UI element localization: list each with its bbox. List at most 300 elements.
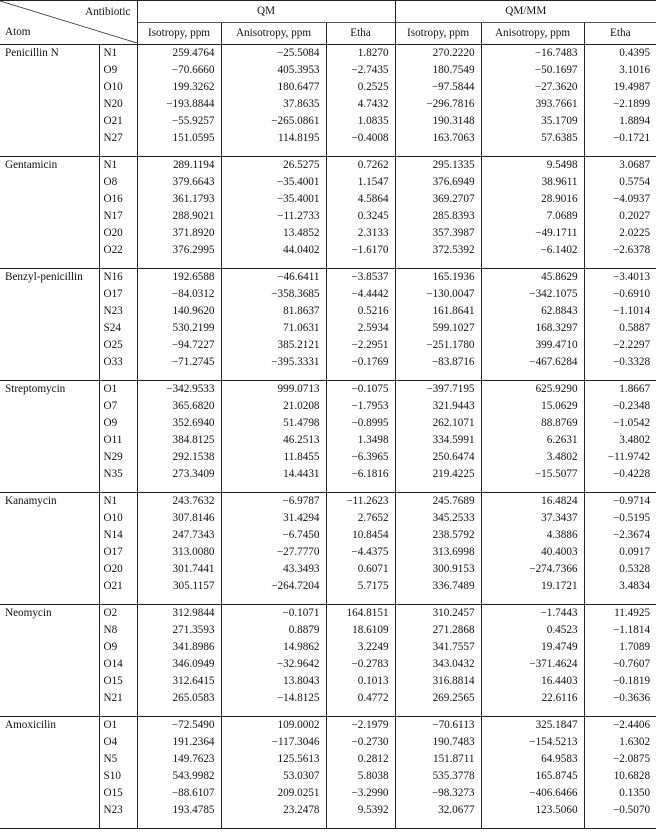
qmmm-etha-cell: −0.7607 bbox=[584, 656, 656, 673]
table-row bbox=[0, 174, 656, 191]
qm-isotropy-cell: −88.6107 bbox=[137, 785, 221, 802]
qmmm-isotropy-cell: 238.5792 bbox=[395, 527, 481, 544]
qm-etha-cell: 0.2812 bbox=[326, 751, 395, 768]
spacer-cell bbox=[99, 595, 137, 605]
qmmm-anisotropy-cell: 22.6116 bbox=[481, 690, 584, 707]
spacer-cell bbox=[584, 595, 656, 605]
qmmm-isotropy-cell: 190.7483 bbox=[395, 734, 481, 751]
qmmm-etha-cell: 19.4987 bbox=[584, 79, 656, 96]
table-row bbox=[0, 320, 656, 337]
qmmm-header: QM/MM bbox=[395, 1, 656, 23]
qm-anisotropy-cell: −6.9787 bbox=[221, 493, 326, 511]
qmmm-etha-cell: −0.5195 bbox=[584, 510, 656, 527]
spacer-cell bbox=[395, 259, 481, 269]
qmmm-anisotropy-cell: 0.4523 bbox=[481, 622, 584, 639]
table-row bbox=[0, 466, 656, 483]
qmmm-isotropy-cell: 269.2565 bbox=[395, 690, 481, 707]
table-row bbox=[0, 432, 656, 449]
qmmm-anisotropy-cell: −467.6284 bbox=[481, 354, 584, 371]
qm-anisotropy-cell: 114.8195 bbox=[221, 130, 326, 147]
atom-cell: O17 bbox=[99, 286, 137, 303]
qm-etha-cell: 4.7432 bbox=[326, 96, 395, 113]
qmmm-etha-cell: −0.2348 bbox=[584, 398, 656, 415]
qm-etha-cell: 18.6109 bbox=[326, 622, 395, 639]
qmmm-etha-cell: 1.7089 bbox=[584, 639, 656, 656]
qm-isotropy-cell: 151.0595 bbox=[137, 130, 221, 147]
qm-isotropy-cell: 312.6415 bbox=[137, 673, 221, 690]
qm-etha-cell: 4.5864 bbox=[326, 191, 395, 208]
table-row bbox=[0, 734, 656, 751]
qmmm-etha-cell: 1.8894 bbox=[584, 113, 656, 130]
qm-isotropy-cell: −71.2745 bbox=[137, 354, 221, 371]
qm-anisotropy-cell: 14.9862 bbox=[221, 639, 326, 656]
qm-header: QM bbox=[137, 1, 395, 23]
qmmm-etha-cell: 3.1016 bbox=[584, 62, 656, 79]
qmmm-etha-cell: 11.4925 bbox=[584, 605, 656, 623]
qmmm-isotropy-cell: 219.4225 bbox=[395, 466, 481, 483]
spacer-cell bbox=[221, 819, 326, 829]
spacer-cell bbox=[99, 483, 137, 493]
qmmm-anisotropy-cell: 3.4802 bbox=[481, 449, 584, 466]
spacer-cell bbox=[99, 147, 137, 157]
qmmm-isotropy-header: Isotropy, ppm bbox=[395, 23, 481, 45]
qmmm-anisotropy-cell: 19.1721 bbox=[481, 578, 584, 595]
atom-cell: O10 bbox=[99, 510, 137, 527]
qm-anisotropy-cell: −6.7450 bbox=[221, 527, 326, 544]
qmmm-isotropy-cell: −130.0047 bbox=[395, 286, 481, 303]
qmmm-anisotropy-cell: 38.9611 bbox=[481, 174, 584, 191]
qm-etha-cell: 0.4772 bbox=[326, 690, 395, 707]
qmmm-etha-cell: −1.1014 bbox=[584, 303, 656, 320]
spacer-cell bbox=[584, 819, 656, 829]
table-row bbox=[0, 785, 656, 802]
qm-etha-cell: 10.8454 bbox=[326, 527, 395, 544]
qmmm-isotropy-cell: 285.8393 bbox=[395, 208, 481, 225]
table-row bbox=[0, 656, 656, 673]
table-row bbox=[0, 544, 656, 561]
antibiotic-name: Penicillin N bbox=[5, 47, 59, 59]
qmmm-isotropy-cell: 262.1071 bbox=[395, 415, 481, 432]
atom-cell: O22 bbox=[99, 242, 137, 259]
qmmm-etha-cell: −4.0937 bbox=[584, 191, 656, 208]
qmmm-etha-cell: −3.4013 bbox=[584, 269, 656, 287]
antibiotic-name: Streptomycin bbox=[0, 381, 99, 493]
qmmm-anisotropy-cell: 9.5498 bbox=[481, 157, 584, 175]
qmmm-anisotropy-cell: −16.7483 bbox=[481, 45, 584, 63]
qmmm-anisotropy-cell: 88.8769 bbox=[481, 415, 584, 432]
qm-isotropy-cell: 305.1157 bbox=[137, 578, 221, 595]
qm-etha-cell: 1.3498 bbox=[326, 432, 395, 449]
qmmm-etha-cell: −0.6910 bbox=[584, 286, 656, 303]
qm-anisotropy-cell: 37.8635 bbox=[221, 96, 326, 113]
group-spacer bbox=[0, 259, 656, 269]
qm-etha-cell: 1.1547 bbox=[326, 174, 395, 191]
qmmm-anisotropy-cell: 6.2631 bbox=[481, 432, 584, 449]
qm-anisotropy-cell: −46.6411 bbox=[221, 269, 326, 287]
qmmm-anisotropy-cell: 57.6385 bbox=[481, 130, 584, 147]
antibiotic-name: Neomycin bbox=[0, 605, 99, 717]
spacer-cell bbox=[395, 707, 481, 717]
spacer-cell bbox=[221, 147, 326, 157]
qm-anisotropy-cell: 14.4431 bbox=[221, 466, 326, 483]
qm-anisotropy-cell: 405.3953 bbox=[221, 62, 326, 79]
atom-cell: O9 bbox=[99, 639, 137, 656]
qm-etha-cell: 1.0835 bbox=[326, 113, 395, 130]
atom-cell: O25 bbox=[99, 337, 137, 354]
qmmm-anisotropy-header: Anisotropy, ppm bbox=[481, 23, 584, 45]
table-row bbox=[0, 354, 656, 371]
qm-isotropy-cell: 288.9021 bbox=[137, 208, 221, 225]
qmmm-anisotropy-cell: −6.1402 bbox=[481, 242, 584, 259]
atom-cell: O14 bbox=[99, 656, 137, 673]
table-row bbox=[0, 45, 656, 63]
qmmm-etha-cell: 3.4802 bbox=[584, 432, 656, 449]
qm-anisotropy-cell: 180.6477 bbox=[221, 79, 326, 96]
qmmm-anisotropy-cell: −15.5077 bbox=[481, 466, 584, 483]
qmmm-isotropy-cell: 336.7489 bbox=[395, 578, 481, 595]
atom-cell: O15 bbox=[99, 785, 137, 802]
qm-isotropy-cell: 265.0583 bbox=[137, 690, 221, 707]
spacer-cell bbox=[137, 819, 221, 829]
qm-isotropy-cell: 243.7632 bbox=[137, 493, 221, 511]
qmmm-etha-cell: −0.3328 bbox=[584, 354, 656, 371]
spacer-cell bbox=[584, 371, 656, 381]
antibiotic-name: Gentamicin bbox=[0, 157, 99, 269]
spacer-cell bbox=[481, 595, 584, 605]
atom-header: Atom bbox=[5, 26, 31, 38]
qm-anisotropy-cell: −11.2733 bbox=[221, 208, 326, 225]
qm-anisotropy-cell: 999.0713 bbox=[221, 381, 326, 399]
atom-cell: O20 bbox=[99, 561, 137, 578]
atom-cell: N27 bbox=[99, 130, 137, 147]
qm-anisotropy-cell: −14.8125 bbox=[221, 690, 326, 707]
spacer-cell bbox=[395, 819, 481, 829]
qmmm-etha-cell: 10.6828 bbox=[584, 768, 656, 785]
qmmm-isotropy-cell: 270.2220 bbox=[395, 45, 481, 63]
qm-isotropy-cell: −342.9533 bbox=[137, 381, 221, 399]
qm-isotropy-cell: 271.3593 bbox=[137, 622, 221, 639]
qm-anisotropy-cell: 26.5275 bbox=[221, 157, 326, 175]
qm-isotropy-cell: 312.9844 bbox=[137, 605, 221, 623]
atom-cell: O1 bbox=[99, 381, 137, 399]
group-spacer bbox=[0, 371, 656, 381]
qmmm-anisotropy-cell: 16.4403 bbox=[481, 673, 584, 690]
qmmm-isotropy-cell: −397.7195 bbox=[395, 381, 481, 399]
spacer-cell bbox=[395, 483, 481, 493]
qm-anisotropy-cell: −32.9642 bbox=[221, 656, 326, 673]
qmmm-anisotropy-cell: 123.5060 bbox=[481, 802, 584, 819]
qmmm-etha-cell: −2.4406 bbox=[584, 717, 656, 735]
qm-etha-cell: −6.3965 bbox=[326, 449, 395, 466]
atom-cell: O2 bbox=[99, 605, 137, 623]
spacer-cell bbox=[221, 483, 326, 493]
qmmm-etha-cell: −1.0542 bbox=[584, 415, 656, 432]
atom-cell: N20 bbox=[99, 96, 137, 113]
qmmm-isotropy-cell: 295.1335 bbox=[395, 157, 481, 175]
qm-anisotropy-cell: 109.0002 bbox=[221, 717, 326, 735]
table-row bbox=[0, 269, 656, 287]
atom-cell: O9 bbox=[99, 415, 137, 432]
qmmm-isotropy-cell: 369.2707 bbox=[395, 191, 481, 208]
table-row bbox=[0, 225, 656, 242]
qm-anisotropy-cell: 43.3493 bbox=[221, 561, 326, 578]
qm-etha-cell: −11.2623 bbox=[326, 493, 395, 511]
spacer-cell bbox=[221, 259, 326, 269]
group-spacer bbox=[0, 483, 656, 493]
qm-anisotropy-cell: −264.7204 bbox=[221, 578, 326, 595]
qm-etha-cell: 0.3245 bbox=[326, 208, 395, 225]
qm-anisotropy-cell: 13.8043 bbox=[221, 673, 326, 690]
qm-anisotropy-cell: −117.3046 bbox=[221, 734, 326, 751]
qmmm-anisotropy-cell: −406.6466 bbox=[481, 785, 584, 802]
qmmm-isotropy-cell: 245.7689 bbox=[395, 493, 481, 511]
table-row bbox=[0, 381, 656, 399]
atom-cell: O4 bbox=[99, 734, 137, 751]
qmmm-etha-cell: 3.0687 bbox=[584, 157, 656, 175]
qmmm-isotropy-cell: 599.1027 bbox=[395, 320, 481, 337]
qmmm-etha-cell: 0.5328 bbox=[584, 561, 656, 578]
qm-anisotropy-header: Anisotropy, ppm bbox=[221, 23, 326, 45]
spacer-cell bbox=[481, 147, 584, 157]
qm-isotropy-cell: 140.9620 bbox=[137, 303, 221, 320]
qm-anisotropy-cell: 0.8879 bbox=[221, 622, 326, 639]
qmmm-anisotropy-cell: 168.3297 bbox=[481, 320, 584, 337]
qmmm-etha-cell: 0.5887 bbox=[584, 320, 656, 337]
qm-isotropy-header: Isotropy, ppm bbox=[137, 23, 221, 45]
atom-cell: N35 bbox=[99, 466, 137, 483]
atom-cell: O33 bbox=[99, 354, 137, 371]
table-row bbox=[0, 527, 656, 544]
qm-anisotropy-cell: 21.0208 bbox=[221, 398, 326, 415]
spacer-cell bbox=[221, 595, 326, 605]
qm-etha-cell: −0.8995 bbox=[326, 415, 395, 432]
qmmm-anisotropy-cell: 393.7661 bbox=[481, 96, 584, 113]
spacer-cell bbox=[481, 483, 584, 493]
group-spacer bbox=[0, 147, 656, 157]
table-row bbox=[0, 768, 656, 785]
qmmm-isotropy-cell: 310.2457 bbox=[395, 605, 481, 623]
atom-cell: O20 bbox=[99, 225, 137, 242]
qmmm-anisotropy-cell: 28.9016 bbox=[481, 191, 584, 208]
table-row bbox=[0, 493, 656, 511]
qm-anisotropy-cell: −0.1071 bbox=[221, 605, 326, 623]
qm-isotropy-cell: −94.7227 bbox=[137, 337, 221, 354]
atom-cell: O7 bbox=[99, 398, 137, 415]
qmmm-anisotropy-cell: 19.4749 bbox=[481, 639, 584, 656]
atom-cell: O9 bbox=[99, 62, 137, 79]
qmmm-isotropy-cell: −97.5844 bbox=[395, 79, 481, 96]
antibiotic-header: Antibiotic bbox=[85, 6, 131, 18]
qm-etha-cell: −0.4008 bbox=[326, 130, 395, 147]
spacer-cell bbox=[584, 259, 656, 269]
qm-anisotropy-cell: 385.2121 bbox=[221, 337, 326, 354]
qmmm-isotropy-cell: 161.8641 bbox=[395, 303, 481, 320]
atom-cell: O21 bbox=[99, 113, 137, 130]
atom-cell: O11 bbox=[99, 432, 137, 449]
corner-header-cell bbox=[0, 1, 137, 45]
qm-isotropy-cell: 376.2995 bbox=[137, 242, 221, 259]
atom-cell: N23 bbox=[99, 802, 137, 819]
qmmm-isotropy-cell: 151.8711 bbox=[395, 751, 481, 768]
qmmm-etha-cell: −0.1819 bbox=[584, 673, 656, 690]
qm-isotropy-cell: 361.1793 bbox=[137, 191, 221, 208]
qm-isotropy-cell: 301.7441 bbox=[137, 561, 221, 578]
qm-anisotropy-cell: 81.8637 bbox=[221, 303, 326, 320]
qmmm-isotropy-cell: 163.7063 bbox=[395, 130, 481, 147]
atom-cell: N5 bbox=[99, 751, 137, 768]
antibiotic-name: Amoxicilin bbox=[0, 717, 99, 829]
spacer-cell bbox=[326, 707, 395, 717]
qmmm-isotropy-cell: 341.7557 bbox=[395, 639, 481, 656]
qm-anisotropy-cell: −395.3331 bbox=[221, 354, 326, 371]
spacer-cell bbox=[481, 819, 584, 829]
qmmm-anisotropy-cell: −154.5213 bbox=[481, 734, 584, 751]
table-row bbox=[0, 561, 656, 578]
qm-etha-cell: −0.2783 bbox=[326, 656, 395, 673]
spacer-cell bbox=[99, 259, 137, 269]
qmmm-etha-cell: −2.3674 bbox=[584, 527, 656, 544]
table-row bbox=[0, 191, 656, 208]
qmmm-etha-cell: 0.2027 bbox=[584, 208, 656, 225]
qmmm-anisotropy-cell: 4.3886 bbox=[481, 527, 584, 544]
spacer-cell bbox=[137, 483, 221, 493]
qmmm-anisotropy-cell: 625.9290 bbox=[481, 381, 584, 399]
qmmm-etha-cell: −1.1814 bbox=[584, 622, 656, 639]
qm-anisotropy-cell: −35.4001 bbox=[221, 174, 326, 191]
qmmm-anisotropy-cell: −49.1711 bbox=[481, 225, 584, 242]
qmmm-etha-cell: 0.0917 bbox=[584, 544, 656, 561]
qm-etha-cell: 9.5392 bbox=[326, 802, 395, 819]
qmmm-anisotropy-cell: −50.1697 bbox=[481, 62, 584, 79]
spacer-cell bbox=[221, 707, 326, 717]
spacer-cell bbox=[395, 147, 481, 157]
spacer-cell bbox=[137, 371, 221, 381]
qm-isotropy-cell: 193.4785 bbox=[137, 802, 221, 819]
atom-cell: N16 bbox=[99, 269, 137, 287]
qm-isotropy-cell: 292.1538 bbox=[137, 449, 221, 466]
qm-anisotropy-cell: 11.8455 bbox=[221, 449, 326, 466]
group-spacer bbox=[0, 819, 656, 829]
qmmm-anisotropy-cell: −1.7443 bbox=[481, 605, 584, 623]
spacer-cell bbox=[99, 819, 137, 829]
qmmm-isotropy-cell: −296.7816 bbox=[395, 96, 481, 113]
qmmm-isotropy-cell: 535.3778 bbox=[395, 768, 481, 785]
table-row bbox=[0, 242, 656, 259]
group-spacer bbox=[0, 707, 656, 717]
qm-anisotropy-cell: −265.0861 bbox=[221, 113, 326, 130]
qm-anisotropy-cell: −27.7770 bbox=[221, 544, 326, 561]
spacer-cell bbox=[137, 595, 221, 605]
spacer-cell bbox=[395, 371, 481, 381]
spacer-cell bbox=[137, 707, 221, 717]
qmmm-isotropy-cell: 271.2868 bbox=[395, 622, 481, 639]
atom-cell: N17 bbox=[99, 208, 137, 225]
qm-isotropy-cell: 371.8920 bbox=[137, 225, 221, 242]
table-row bbox=[0, 415, 656, 432]
qmmm-isotropy-cell: 321.9443 bbox=[395, 398, 481, 415]
qmmm-anisotropy-cell: 40.4003 bbox=[481, 544, 584, 561]
qm-isotropy-cell: −55.9257 bbox=[137, 113, 221, 130]
qmmm-anisotropy-cell: −274.7366 bbox=[481, 561, 584, 578]
table-row bbox=[0, 717, 656, 735]
qm-etha-cell: 2.7652 bbox=[326, 510, 395, 527]
qmmm-etha-cell: 2.0225 bbox=[584, 225, 656, 242]
table-row bbox=[0, 751, 656, 768]
group-spacer bbox=[0, 595, 656, 605]
qmmm-isotropy-cell: 32.0677 bbox=[395, 802, 481, 819]
qm-anisotropy-cell: 209.0251 bbox=[221, 785, 326, 802]
qm-etha-cell: 0.6071 bbox=[326, 561, 395, 578]
qmmm-anisotropy-cell: 37.3437 bbox=[481, 510, 584, 527]
qm-etha-cell: −1.7953 bbox=[326, 398, 395, 415]
qm-etha-header: Etha bbox=[326, 23, 395, 45]
qm-isotropy-cell: 149.7623 bbox=[137, 751, 221, 768]
qmmm-anisotropy-cell: 15.0629 bbox=[481, 398, 584, 415]
qmmm-anisotropy-cell: 35.1709 bbox=[481, 113, 584, 130]
qmmm-etha-cell: 3.4834 bbox=[584, 578, 656, 595]
qmmm-anisotropy-cell: 165.8745 bbox=[481, 768, 584, 785]
qmmm-isotropy-cell: 372.5392 bbox=[395, 242, 481, 259]
qmmm-anisotropy-cell: 45.8629 bbox=[481, 269, 584, 287]
qm-anisotropy-cell: 125.5613 bbox=[221, 751, 326, 768]
qm-isotropy-cell: −193.8844 bbox=[137, 96, 221, 113]
qm-isotropy-cell: 365.6820 bbox=[137, 398, 221, 415]
qmmm-etha-cell: 1.6302 bbox=[584, 734, 656, 751]
qm-anisotropy-cell: 71.0631 bbox=[221, 320, 326, 337]
qmmm-etha-cell: −0.4228 bbox=[584, 466, 656, 483]
qm-anisotropy-cell: 46.2513 bbox=[221, 432, 326, 449]
qm-etha-cell: −2.7435 bbox=[326, 62, 395, 79]
qm-etha-cell: 0.7262 bbox=[326, 157, 395, 175]
spacer-cell bbox=[137, 147, 221, 157]
table-row bbox=[0, 96, 656, 113]
qm-anisotropy-cell: 31.4294 bbox=[221, 510, 326, 527]
qm-etha-cell: 1.8270 bbox=[326, 45, 395, 63]
spacer-cell bbox=[326, 595, 395, 605]
qm-isotropy-cell: 352.6940 bbox=[137, 415, 221, 432]
qmmm-etha-cell: 0.5754 bbox=[584, 174, 656, 191]
qmmm-isotropy-cell: 334.5991 bbox=[395, 432, 481, 449]
qm-anisotropy-cell: 44.0402 bbox=[221, 242, 326, 259]
qm-etha-cell: −3.8537 bbox=[326, 269, 395, 287]
qm-isotropy-cell: 259.4764 bbox=[137, 45, 221, 63]
qm-etha-cell: −6.1816 bbox=[326, 466, 395, 483]
spacer-cell bbox=[326, 483, 395, 493]
qm-etha-cell: −0.1769 bbox=[326, 354, 395, 371]
qm-etha-cell: 0.2525 bbox=[326, 79, 395, 96]
qm-isotropy-cell: −70.6660 bbox=[137, 62, 221, 79]
atom-cell: O1 bbox=[99, 717, 137, 735]
qm-anisotropy-cell: −25.5084 bbox=[221, 45, 326, 63]
spacer-cell bbox=[326, 371, 395, 381]
atom-cell: O8 bbox=[99, 174, 137, 191]
qmmm-isotropy-cell: −70.6113 bbox=[395, 717, 481, 735]
qmmm-anisotropy-cell: 16.4824 bbox=[481, 493, 584, 511]
qmmm-isotropy-cell: 316.8814 bbox=[395, 673, 481, 690]
qm-isotropy-cell: 384.8125 bbox=[137, 432, 221, 449]
qmmm-etha-header: Etha bbox=[584, 23, 656, 45]
qmmm-isotropy-cell: 190.3148 bbox=[395, 113, 481, 130]
table-row bbox=[0, 398, 656, 415]
table-row bbox=[0, 130, 656, 147]
qmmm-etha-cell: 1.8667 bbox=[584, 381, 656, 399]
qm-anisotropy-cell: −358.3685 bbox=[221, 286, 326, 303]
qmmm-etha-cell: 0.4395 bbox=[584, 45, 656, 63]
table-row bbox=[0, 802, 656, 819]
qm-anisotropy-cell: 13.4852 bbox=[221, 225, 326, 242]
qm-anisotropy-cell: −35.4001 bbox=[221, 191, 326, 208]
atom-cell: O17 bbox=[99, 544, 137, 561]
